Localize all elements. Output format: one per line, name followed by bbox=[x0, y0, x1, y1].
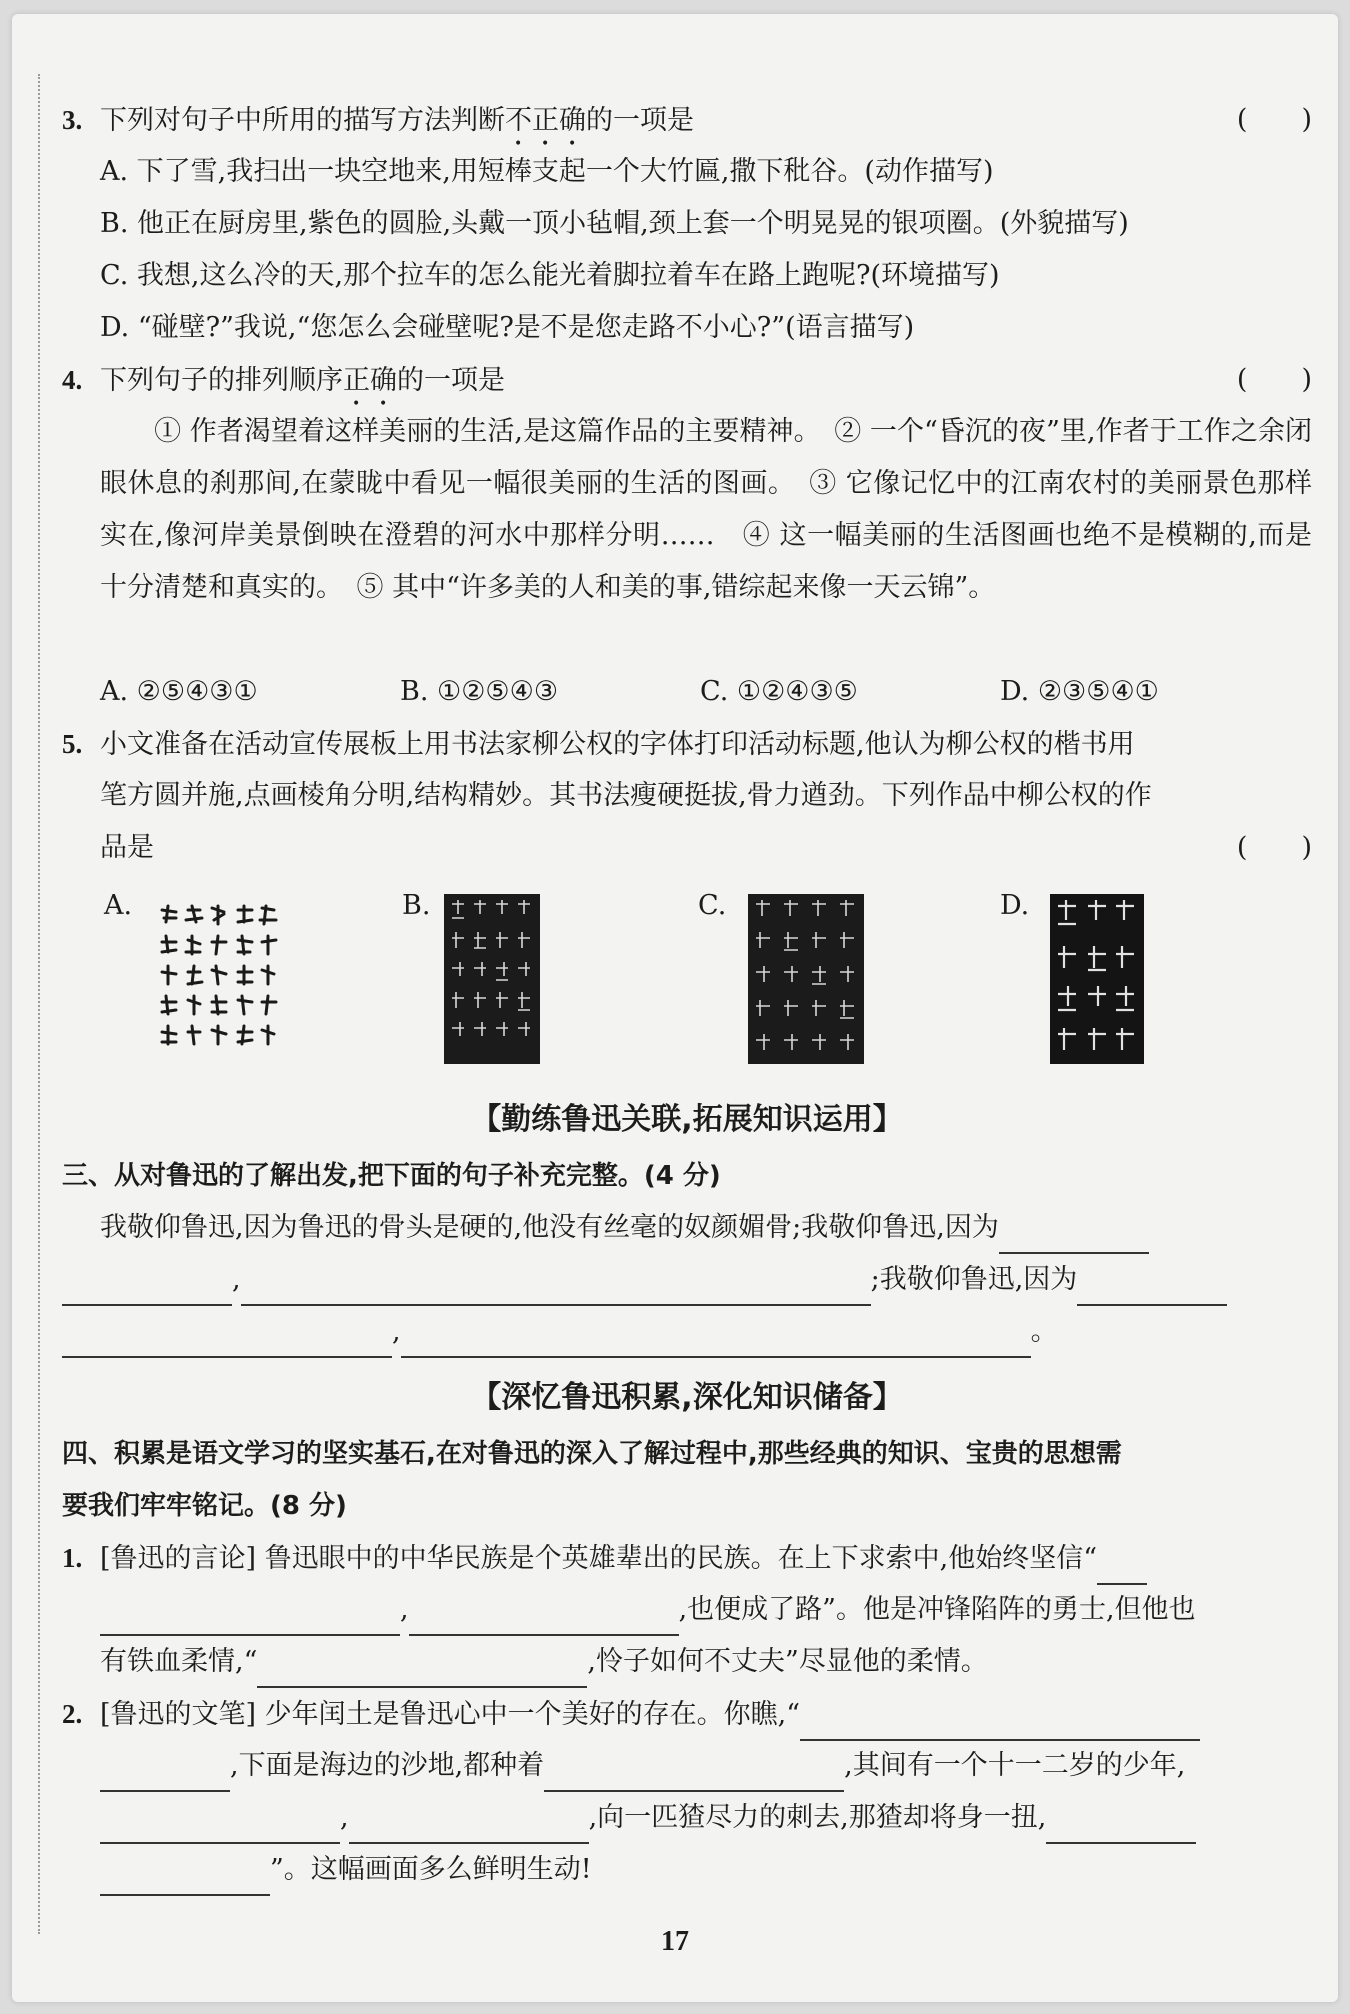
q3-stem-part1: 下列对句子中所用的描写方法判断 bbox=[100, 105, 505, 136]
practice-blank-2[interactable] bbox=[62, 1270, 232, 1306]
memory-q1-line-2 bbox=[62, 1584, 1312, 1636]
q4-stem-part2: 的一项是 bbox=[397, 365, 505, 396]
q4-choice-c: C. ①②④③⑤ bbox=[700, 676, 858, 707]
page-content bbox=[62, 94, 1312, 1896]
calligraphy-sample-a-image bbox=[152, 900, 282, 1060]
q3-answer-paren[interactable]: ( ) bbox=[1236, 104, 1312, 135]
memory-q1-blank-2[interactable] bbox=[100, 1600, 400, 1636]
practice-end: 。 bbox=[1030, 1316, 1058, 1347]
margin-dotted-line bbox=[38, 74, 40, 1934]
practice-mid-text: ;我敬仰鲁迅,因为 bbox=[870, 1264, 1078, 1295]
q5-label-b: B. bbox=[402, 890, 431, 921]
q5-line-1 bbox=[62, 718, 1312, 770]
practice-blank-5[interactable] bbox=[62, 1322, 392, 1358]
practice-comma-2: , bbox=[392, 1316, 401, 1347]
memory-q2-line-2 bbox=[62, 1740, 1312, 1792]
section-memory-title-1: 四、积累是语文学习的坚实基石,在对鲁迅的深入了解过程中,那些经典的知识、宝贵的思想需 bbox=[62, 1439, 1122, 1469]
q3-option-a: A. 下了雪,我扫出一块空地来,用短棒支起一个大竹匾,撒下秕谷。(动作描写) bbox=[100, 156, 994, 187]
memory-q1-text-4: ,怜子如何不丈夫”尽显他的柔情。 bbox=[587, 1646, 988, 1677]
q4-choice-b: B. ①②⑤④③ bbox=[400, 676, 559, 707]
q5-line-2: 笔方圆并施,点画棱角分明,结构精妙。其书法瘦硬挺拔,骨力遒劲。下列作品中柳公权的作 bbox=[100, 780, 1152, 811]
q5-line-3 bbox=[62, 822, 1312, 874]
memory-q2-text-2: ,下面是海边的沙地,都种着 bbox=[230, 1750, 545, 1781]
q3-stem-emphasis: 不正确 bbox=[505, 105, 586, 136]
memory-q1-text-2: ,也便成了路”。他是冲锋陷阵的勇士,但他也 bbox=[678, 1594, 1196, 1625]
q3-option-b: B. 他正在厨房里,紫色的圆脸,头戴一顶小毡帽,颈上套一个明晃晃的银项圈。(外貌描写) bbox=[100, 208, 1129, 239]
q4-choice-a: A. ②⑤④③① bbox=[100, 676, 258, 707]
practice-blank-6[interactable] bbox=[401, 1322, 1031, 1358]
q4-answer-paren[interactable]: ( ) bbox=[1236, 364, 1312, 395]
q5-label-c: C. bbox=[698, 890, 727, 921]
q3-option-c: C. 我想,这么冷的天,那个拉车的怎么能光着脚拉着车在路上跑呢?(环境描写) bbox=[100, 260, 1000, 291]
section-memory-heading: 【深忆鲁迅积累,深化知识储备】 bbox=[471, 1380, 903, 1415]
q5-answer-paren[interactable]: ( ) bbox=[1236, 832, 1312, 863]
section-memory-title-2: 要我们牢牢铭记。(8 分) bbox=[62, 1491, 347, 1521]
memory-q1-text-1: [鲁迅的言论] 鲁迅眼中的中华民族是个英雄辈出的民族。在上下求索中,他始终坚信“ bbox=[100, 1543, 1098, 1574]
memory-q2-blank-1[interactable] bbox=[800, 1705, 1200, 1741]
memory-q2-line-4 bbox=[62, 1844, 1312, 1896]
memory-q2-text-5: ”。这幅画面多么鲜明生动! bbox=[270, 1854, 592, 1885]
memory-q2-blank-3[interactable] bbox=[544, 1756, 844, 1792]
memory-q2-blank-2[interactable] bbox=[100, 1756, 230, 1792]
memory-q1-line-1 bbox=[62, 1532, 1312, 1584]
practice-text-1: 我敬仰鲁迅,因为鲁迅的骨头是硬的,他没有丝毫的奴颜媚骨;我敬仰鲁迅,因为 bbox=[100, 1212, 999, 1243]
practice-blank-1[interactable] bbox=[999, 1218, 1149, 1254]
memory-q2-comma: , bbox=[340, 1802, 349, 1833]
practice-line-1 bbox=[62, 1202, 1312, 1254]
calligraphy-sample-b-image bbox=[444, 894, 540, 1064]
q4-choice-d: D. ②③⑤④① bbox=[1000, 676, 1159, 707]
q5-text-3: 品是 bbox=[100, 832, 154, 863]
q3-stem bbox=[62, 94, 1312, 146]
memory-q2-text-3: ,其间有一个十一二岁的少年, bbox=[844, 1750, 1186, 1781]
q3-number: 3. bbox=[62, 105, 83, 135]
q4-number: 4. bbox=[62, 365, 83, 395]
q4-stem-emphasis: 正确 bbox=[343, 365, 397, 396]
practice-blank-4[interactable] bbox=[1077, 1270, 1227, 1306]
q4-stem-part1: 下列句子的排列顺序 bbox=[100, 365, 343, 396]
q5-number: 5. bbox=[62, 729, 83, 759]
memory-q2-text-1: [鲁迅的文笔] 少年闰土是鲁迅心中一个美好的存在。你瞧,“ bbox=[100, 1699, 801, 1730]
section-practice-title: 三、从对鲁迅的了解出发,把下面的句子补充完整。(4 分) bbox=[62, 1161, 721, 1191]
memory-q1-text-3: 有铁血柔情,“ bbox=[100, 1646, 258, 1677]
q5-calligraphy-options bbox=[62, 880, 1312, 1080]
page-number: 17 bbox=[661, 1926, 689, 1957]
practice-comma-1: , bbox=[232, 1264, 241, 1295]
memory-q2-blank-6[interactable] bbox=[1046, 1808, 1196, 1844]
calligraphy-sample-d-image bbox=[1050, 894, 1144, 1064]
memory-q1-blank-3[interactable] bbox=[409, 1600, 679, 1636]
memory-q1-number: 1. bbox=[62, 1543, 83, 1573]
q5-label-d: D. bbox=[1000, 890, 1030, 921]
section-practice-heading: 【勤练鲁迅关联,拓展知识运用】 bbox=[471, 1102, 903, 1137]
q3-option-d: D. “碰壁?”我说,“您怎么会碰壁呢?是不是您走路不小心?”(语言描写) bbox=[100, 312, 915, 343]
practice-blank-3[interactable] bbox=[241, 1270, 871, 1306]
memory-q1-blank-4[interactable] bbox=[257, 1652, 587, 1688]
q4-choices bbox=[62, 666, 1312, 718]
memory-q2-line-3 bbox=[62, 1792, 1312, 1844]
memory-q2-blank-5[interactable] bbox=[349, 1808, 589, 1844]
memory-q2-line-1 bbox=[62, 1688, 1312, 1740]
memory-q2-blank-4[interactable] bbox=[100, 1808, 340, 1844]
memory-q1-line-3 bbox=[62, 1636, 1312, 1688]
memory-q2-text-4: ,向一匹猹尽力的刺去,那猹却将身一扭, bbox=[588, 1802, 1047, 1833]
calligraphy-sample-c-image bbox=[748, 894, 864, 1064]
practice-line-2 bbox=[62, 1254, 1312, 1306]
memory-q1-blank-1[interactable] bbox=[1097, 1549, 1147, 1585]
memory-q1-comma: , bbox=[400, 1594, 409, 1625]
q5-label-a: A. bbox=[104, 890, 133, 921]
worksheet-page bbox=[12, 14, 1338, 2002]
practice-line-3 bbox=[62, 1306, 1312, 1358]
memory-q2-number: 2. bbox=[62, 1699, 83, 1729]
q4-stem bbox=[62, 354, 1312, 406]
memory-q2-blank-7[interactable] bbox=[100, 1860, 270, 1896]
q4-passage: ① 作者渴望着这样美丽的生活,是这篇作品的主要精神。 ② 一个“昏沉的夜”里,作者于工作之余闭眼休息的刹那间,在蒙眬中看见一幅很美丽的生活的图画。 ③ 它像记忆中的江南农村的美丽景色那样实在,像河岸美景倒映在澄碧的河水中那样分明…… ④ 这一幅美丽的生活图画也绝不是模糊的,而是十分清楚和真实的。 ⑤ 其中“许多美的人和美的事,错综起来像一天云锦”。 bbox=[100, 416, 1312, 603]
q3-stem-part2: 的一项是 bbox=[586, 105, 694, 136]
q5-text-1: 小文准备在活动宣传展板上用书法家柳公权的字体打印活动标题,他认为柳公权的楷书用 bbox=[100, 729, 1135, 760]
